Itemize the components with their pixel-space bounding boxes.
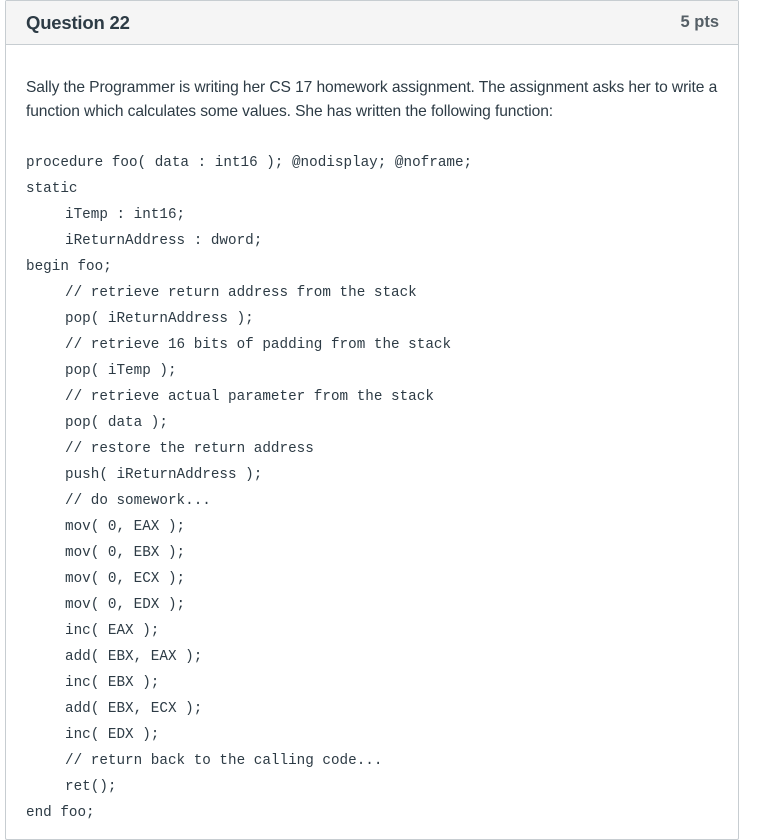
- code-line: // return back to the calling code...: [65, 753, 383, 769]
- code-line: // retrieve return address from the stack: [65, 285, 417, 301]
- code-line: inc( EBX );: [65, 675, 160, 691]
- question-body: [6, 45, 738, 826]
- code-line: mov( 0, EDX );: [65, 597, 186, 613]
- code-line: end foo;: [26, 805, 95, 821]
- code-line: // restore the return address: [65, 441, 314, 457]
- code-line: // do somework...: [65, 493, 211, 509]
- code-line: // retrieve actual parameter from the stack: [65, 389, 434, 405]
- code-line: pop( iTemp );: [65, 363, 177, 379]
- question-title: Question 22: [26, 11, 130, 33]
- code-line: static: [26, 181, 78, 197]
- code-line: mov( 0, EAX );: [65, 519, 186, 535]
- code-line: mov( 0, ECX );: [65, 571, 186, 587]
- code-line: add( EBX, EAX );: [65, 649, 203, 665]
- question-points: 5 pts: [680, 13, 719, 31]
- code-line: ret();: [65, 779, 117, 795]
- code-line: begin foo;: [26, 259, 112, 275]
- code-line: inc( EDX );: [65, 727, 160, 743]
- code-line: inc( EAX );: [65, 623, 160, 639]
- question-header: [6, 1, 738, 45]
- question-card: [5, 0, 739, 840]
- code-line: mov( 0, EBX );: [65, 545, 186, 561]
- code-line: pop( iReturnAddress );: [65, 311, 254, 327]
- code-block: [26, 150, 718, 826]
- code-line: iTemp : int16;: [65, 207, 186, 223]
- code-line: iReturnAddress : dword;: [65, 233, 263, 249]
- question-text: Sally the Programmer is writing her CS 17 homework assignment. The assignment asks her to write a function which calculates some values. She has written the following function:: [26, 79, 718, 120]
- code-line: add( EBX, ECX );: [65, 701, 203, 717]
- code-line: // retrieve 16 bits of padding from the stack: [65, 337, 452, 353]
- code-line: pop( data );: [65, 415, 168, 431]
- code-line: push( iReturnAddress );: [65, 467, 263, 483]
- code-line: procedure foo( data : int16 ); @nodisplay; @noframe;: [26, 155, 473, 171]
